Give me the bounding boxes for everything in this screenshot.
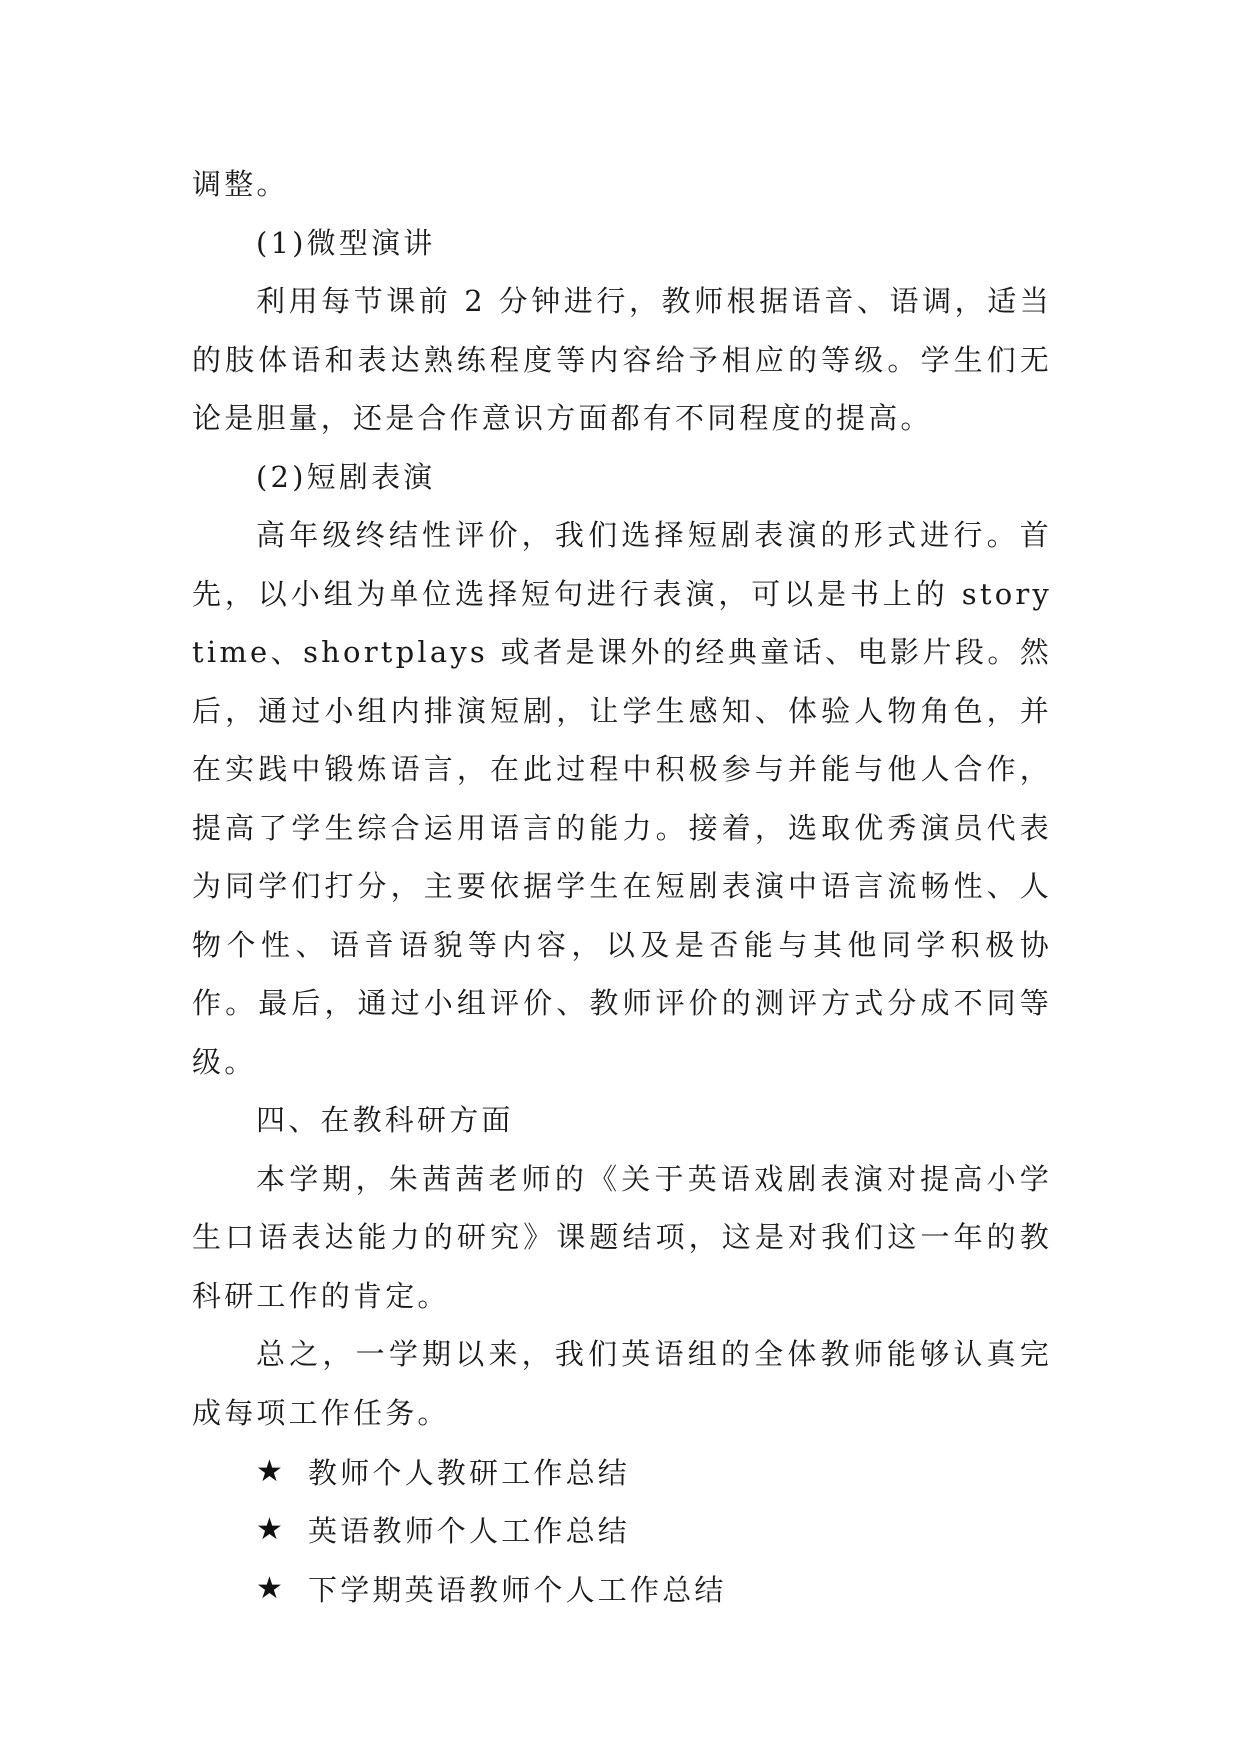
related-link-label[interactable]: 英语教师个人工作总结 [308, 1514, 631, 1549]
star-icon: ★ [256, 1453, 287, 1489]
star-icon: ★ [256, 1512, 287, 1548]
related-link-label[interactable]: 教师个人教研工作总结 [308, 1455, 631, 1490]
paragraph: 利用每节课前 2 分钟进行，教师根据语音、语调，适当的肢体语和表达熟练程度等内容给予相应的等级。学生们无论是胆量，还是合作意识方面都有不同程度的提高。 [192, 284, 1052, 435]
paragraph: 高年级终结性评价，我们选择短剧表演的形式进行。首先，以小组为单位选择短句进行表演，可以是书上的 story time、shortplays 或者是课外的经典童话、电影片段。然后，通过小组内排演短剧，让学生感知、体验人物角色，并在实践中锻炼语言，在此过程中积极参与并能与他人合作，提高了学生综合运用语言的能力。接着，选取优秀演员代表为同学们打分，主要依据学生在短剧表演中语言流畅性、人物个性、语音语貌等内容，以及是否能与其他同学积极协作。最后，通过小组评价、教师评价的测评方式分成不同等级。 [192, 518, 1052, 1079]
document-page [192, 155, 1052, 1618]
section-heading: (2)短剧表演 [256, 459, 436, 494]
related-link-item[interactable] [256, 1501, 1052, 1560]
star-icon: ★ [256, 1570, 287, 1606]
section-heading: (1)微型演讲 [256, 225, 436, 260]
related-link-item[interactable] [256, 1559, 1052, 1618]
section-heading: 四、在教科研方面 [256, 1103, 514, 1137]
paragraph: 总之，一学期以来，我们英语组的全体教师能够认真完成每项工作任务。 [192, 1337, 1052, 1430]
related-link-label[interactable]: 下学期英语教师个人工作总结 [308, 1572, 727, 1607]
paragraph: 本学期，朱茜茜老师的《关于英语戏剧表演对提高小学生口语表达能力的研究》课题结项，这是对我们这一年的教科研工作的肯定。 [192, 1161, 1052, 1313]
paragraph: 调整。 [192, 167, 289, 201]
related-link-item[interactable] [256, 1442, 1052, 1501]
